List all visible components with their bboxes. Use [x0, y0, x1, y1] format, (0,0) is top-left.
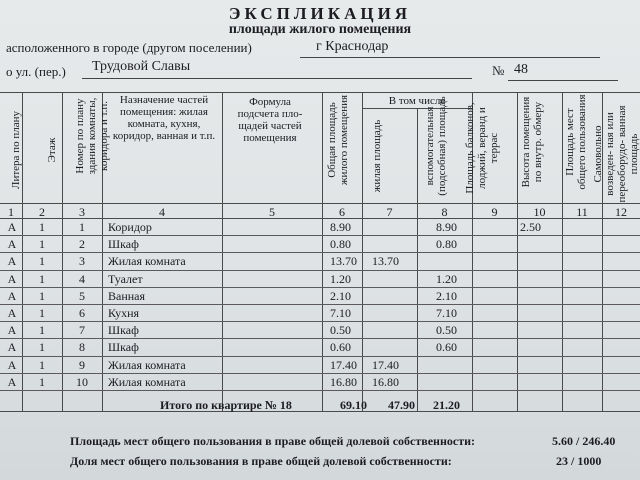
column-number: 11: [576, 205, 588, 219]
cell-room-number: 9: [79, 357, 85, 372]
table-row: [0, 305, 640, 322]
share-label: Доля мест общего пользования в праве общей долевой собственности:: [70, 454, 452, 468]
cell-litera: А: [7, 220, 17, 234]
cell-room-number: 3: [79, 254, 85, 269]
totals-aux: 21.20: [433, 398, 460, 412]
totals-total: 69.10: [340, 398, 367, 412]
table-row: [0, 288, 640, 305]
totals-living: 47.90: [388, 398, 415, 412]
cell-floor: 1: [39, 340, 45, 355]
cell-room-name: Кухня: [108, 306, 140, 320]
cell-room-name: Жилая комната: [108, 254, 186, 269]
cell-room-number: 2: [79, 237, 85, 252]
cell-total-area: 0.60: [330, 340, 351, 355]
cell-litera: А: [7, 357, 17, 372]
cell-room-number: 8: [79, 340, 85, 355]
header-litera: Литера по плану: [10, 111, 22, 189]
common-area-label: Площадь мест общего пользования в праве общей долевой собственности:: [70, 434, 476, 448]
header-bottom-border: [0, 203, 640, 204]
cell-floor: 1: [39, 271, 45, 286]
cell-aux-area: 0.60: [436, 340, 457, 355]
cell-total-area: 17.40: [330, 357, 357, 372]
column-number: 12: [615, 205, 627, 219]
column-number: 2: [39, 205, 45, 219]
table-row: [0, 339, 640, 356]
cell-room-name: Шкаф: [108, 237, 139, 252]
street-label: о ул. (пер.): [6, 64, 66, 79]
header-height: Высота помещения по внутр. обмеру: [520, 96, 544, 188]
cell-total-area: 0.80: [330, 237, 351, 252]
column-number: 4: [159, 205, 165, 219]
cell-total-area: 2.10: [330, 288, 351, 303]
cell-room-number: 7: [79, 323, 85, 338]
column-number: 8: [441, 205, 448, 219]
header-formula: Формула подсчета пло- щадей частей помещения: [237, 96, 303, 144]
cell-litera: А: [7, 237, 17, 252]
cell-floor: 1: [39, 374, 45, 389]
table-row: [0, 322, 640, 339]
cell-room-number: 4: [79, 271, 85, 286]
cell-total-area: 7.10: [330, 306, 351, 320]
cell-total-area: 16.80: [330, 374, 357, 389]
cell-total-area: 0.50: [330, 323, 351, 338]
cell-room-number: 10: [76, 374, 88, 389]
cell-room-number: 5: [79, 288, 85, 303]
cell-litera: А: [7, 271, 17, 286]
column-number: 5: [269, 205, 275, 219]
cell-floor: 1: [39, 323, 45, 338]
cell-aux-area: 2.10: [436, 288, 457, 303]
cell-floor: 1: [39, 254, 45, 269]
house-label: №: [492, 63, 505, 78]
header-balcony-area: Площадь балконов, лоджий, веранд и террас: [464, 102, 500, 194]
cell-aux-area: 1.20: [436, 271, 457, 286]
cell-floor: 1: [39, 357, 45, 372]
cell-room-name: Коридор: [108, 220, 152, 234]
street-underline: [82, 78, 472, 79]
house-underline: [508, 80, 618, 81]
totals-bottom-border: [0, 411, 640, 412]
cell-living-area: 13.70: [372, 254, 399, 269]
table-row: [0, 357, 640, 374]
cell-room-name: Туалет: [108, 271, 143, 286]
column-number: 1: [8, 205, 14, 219]
cell-living-area: 17.40: [372, 357, 399, 372]
cell-floor: 1: [39, 237, 45, 252]
share-value: 23 / 1000: [556, 454, 602, 468]
column-number: 7: [386, 205, 393, 219]
cell-room-name: Жилая комната: [108, 374, 186, 389]
cell-room-name: Шкаф: [108, 323, 139, 338]
city-underline: [300, 57, 600, 58]
cell-aux-area: 0.80: [436, 237, 457, 252]
cell-litera: А: [7, 340, 17, 355]
cell-living-area: 16.80: [372, 374, 399, 389]
header-unauthorized: Самовольно возведен- ная или переоборудо- ванная площадь: [592, 105, 640, 203]
cell-room-name: Ванная: [108, 288, 146, 303]
column-number: 6: [339, 205, 345, 219]
header-living-area: жилая площадь: [371, 119, 383, 193]
column-number: 10: [533, 205, 546, 219]
cell-room-name: Шкаф: [108, 340, 139, 355]
location-label: асположенного в городе (другом поселении): [6, 40, 252, 55]
header-auxiliary-area: вспомогательная (подсобная) площадь: [424, 96, 448, 196]
cell-litera: А: [7, 323, 17, 338]
table-row: [0, 253, 640, 270]
street-value: Трудовой Славы: [92, 59, 191, 74]
totals-label: Итого по квартире № 18: [160, 398, 292, 412]
cell-room-name: Жилая комната: [108, 357, 186, 372]
column-number: 3: [79, 205, 85, 219]
header-including: В том числе: [388, 95, 446, 107]
city-value: г Краснодар: [316, 39, 389, 54]
cell-litera: А: [7, 374, 17, 389]
header-room-number: Номер по плану здания комнаты, коридора и т.п.: [74, 97, 110, 175]
table-row: [0, 219, 640, 236]
cell-height: 2.50: [520, 220, 541, 234]
cell-room-number: 6: [79, 306, 85, 320]
header-floor: Этаж: [46, 137, 58, 163]
cell-litera: А: [7, 306, 17, 320]
table-row: [0, 374, 640, 391]
cell-aux-area: 8.90: [436, 220, 457, 234]
table-row: [0, 271, 640, 288]
cell-floor: 1: [39, 288, 45, 303]
cell-litera: А: [7, 288, 17, 303]
header-common-area: Площадь мест общего пользования: [564, 94, 588, 190]
common-area-value: 5.60 / 246.40: [552, 434, 616, 448]
table-row: [0, 236, 640, 253]
cell-floor: 1: [39, 306, 45, 320]
cell-aux-area: 7.10: [436, 306, 457, 320]
cell-room-number: 1: [79, 220, 85, 234]
document-title: ЭКСПЛИКАЦИЯ: [228, 4, 412, 23]
cell-floor: 1: [39, 220, 45, 234]
header-total-area: Общая площадь жилого помещения: [326, 94, 350, 186]
cell-total-area: 13.70: [330, 254, 357, 269]
column-number: 9: [491, 205, 498, 219]
house-number: 48: [514, 62, 528, 77]
cell-litera: А: [7, 254, 17, 269]
document-subtitle: площади жилого помещения: [228, 22, 412, 37]
header-purpose: Назначение частей помещения: жилая комната, кухня, коридор, ванная и т.п.: [112, 94, 216, 142]
cell-aux-area: 0.50: [436, 323, 457, 338]
cell-total-area: 1.20: [330, 271, 351, 286]
cell-total-area: 8.90: [330, 220, 351, 234]
